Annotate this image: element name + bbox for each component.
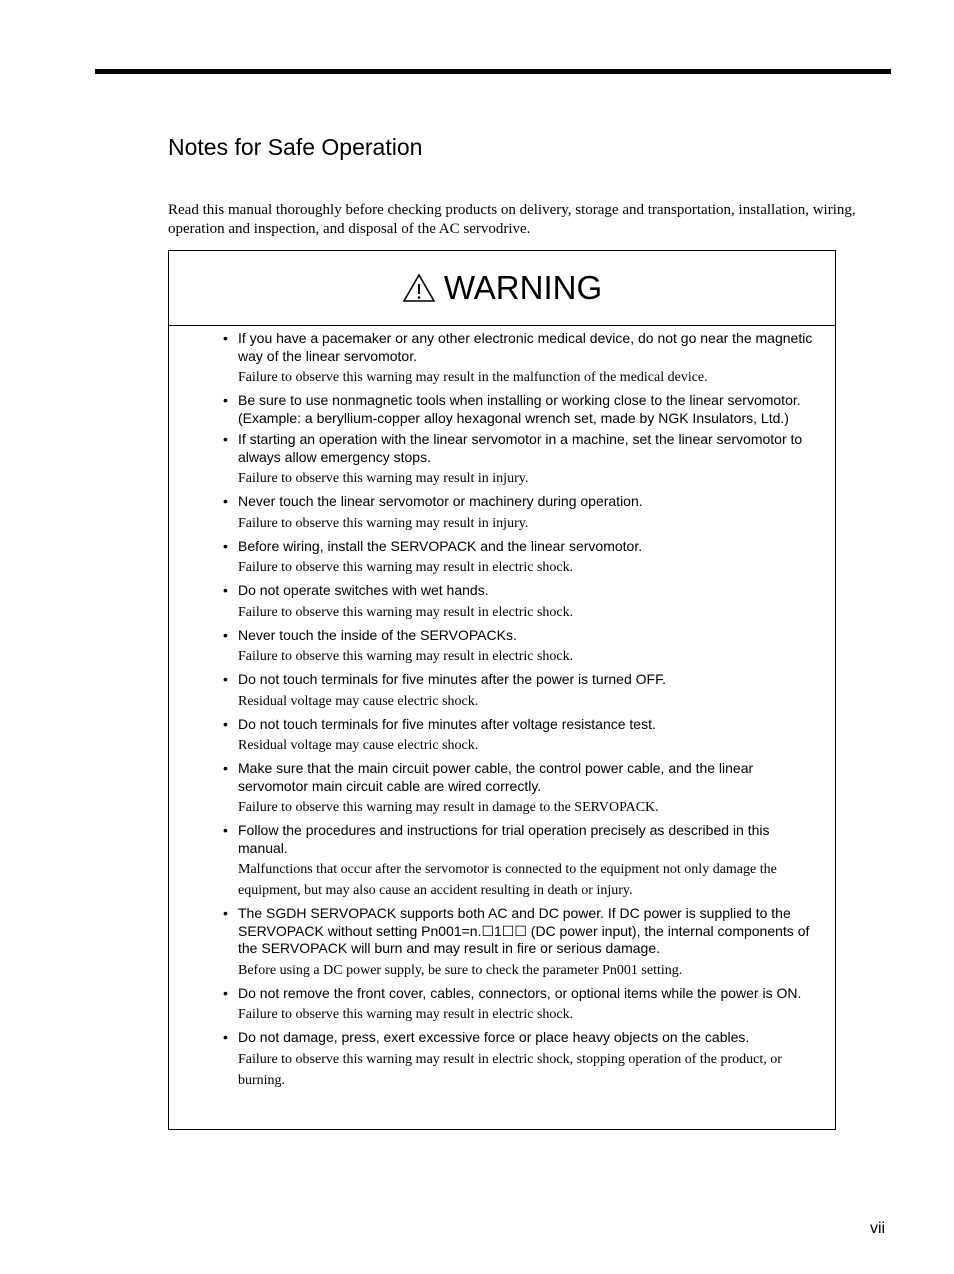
bullet-icon: • [223,493,228,509]
warning-item [169,627,835,668]
warning-item-note: Residual voltage may cause electric shock. [238,693,479,709]
bullet-icon: • [223,715,228,732]
warning-item-note: Failure to observe this warning may result in the malfunction of the medical device. [238,370,708,385]
bullet-icon: • [223,626,228,643]
bullet-icon: • [223,905,228,921]
bullet-icon: • [223,392,228,408]
warning-item [169,671,835,712]
warning-item-note: Failure to observe this warning may result in electric shock. [238,1007,574,1022]
warning-item-text: Be sure to use nonmagnetic tools when installing or working close to the linear servomotor. (Example: a beryllium-copper alloy hexagonal wrench set, made by NGK Insulators, Ltd.) [238,392,801,426]
warning-item-text: Before wiring, install the SERVOPACK and the linear servomotor. [238,537,643,554]
page-title: Notes for Safe Operation [168,134,423,160]
bullet-icon: • [223,537,228,554]
warning-item-text: Never touch the inside of the SERVOPACKs. [238,626,517,643]
warning-item [169,392,835,427]
warning-item-text: Make sure that the main circuit power cable, the control power cable, and the linear servomotor main circuit cable are wired correctly. [238,760,754,794]
warning-item-text: Do not damage, press, exert excessive force or place heavy objects on the cables. [238,1029,750,1045]
warning-item-note: Failure to observe this warning may result in electric shock, stopping operation of the product, or burning. [238,1051,782,1088]
bullet-icon: • [223,822,228,838]
intro-paragraph: Read this manual thoroughly before checking products on delivery, storage and transportation, installation, wiring, operation and inspection, and disposal of the AC servodrive. [168,202,856,237]
warning-header [169,251,835,326]
warning-item [169,538,835,579]
warning-item-note: Residual voltage may cause electric shock. [238,738,479,753]
warning-item-note: Failure to observe this warning may result in injury. [238,471,529,486]
warning-item-text: If starting an operation with the linear servomotor in a machine, set the linear servomotor to always allow emergency stops. [238,431,803,465]
top-rule [95,69,891,74]
warning-item [169,493,835,534]
warning-item [169,985,835,1026]
warning-item-text: Do not touch terminals for five minutes after voltage resistance test. [238,715,656,732]
warning-list [169,326,835,1091]
warning-item [169,330,835,388]
warning-item [169,582,835,623]
bullet-icon: • [223,984,228,1001]
bullet-icon: • [223,671,228,687]
warning-item-text: Do not touch terminals for five minutes after the power is turned OFF. [238,671,666,687]
warning-item-text: The SGDH SERVOPACK supports both AC and DC power. If DC power is supplied to the SERVOPACK without setting Pn001=n.☐1☐☐ (DC power input), the internal components of the SERVOPACK will burn and may result in fire or serious damage. [238,905,810,956]
warning-box [168,250,836,1130]
warning-item-note: Failure to observe this warning may result in electric shock. [238,560,574,575]
warning-item [169,431,835,489]
page-number: vii [870,1220,886,1237]
warning-triangle-icon [402,273,436,303]
warning-item-note: Failure to observe this warning may result in injury. [238,515,529,531]
bullet-icon: • [223,582,228,598]
bullet-icon: • [223,760,228,776]
bullet-icon: • [223,330,228,346]
warning-item-note: Failure to observe this warning may result in electric shock. [238,649,574,664]
warning-item [169,822,835,901]
warning-item-text: Follow the procedures and instructions for trial operation precisely as described in this manual. [238,822,770,856]
warning-item [169,716,835,757]
warning-item [169,1029,835,1091]
bullet-icon: • [223,1029,228,1045]
bullet-icon: • [223,431,228,447]
warning-item [169,760,835,818]
warning-title: WARNING [443,269,603,306]
warning-item-text: Do not remove the front cover, cables, connectors, or optional items while the power is ON. [238,984,802,1001]
warning-item-text: If you have a pacemaker or any other electronic medical device, do not go near the magnetic way of the linear servomotor. [238,330,813,364]
warning-item [169,905,835,981]
warning-item-note: Before using a DC power supply, be sure to check the parameter Pn001 setting. [238,962,683,978]
warning-item-note: Failure to observe this warning may result in damage to the SERVOPACK. [238,800,659,815]
warning-item-note: Failure to observe this warning may result in electric shock. [238,604,574,620]
warning-item-text: Never touch the linear servomotor or machinery during operation. [238,493,643,509]
warning-item-note: Malfunctions that occur after the servomotor is connected to the equipment not only damage the equipment, but may also cause an accident resulting in death or injury. [238,862,777,898]
warning-item-text: Do not operate switches with wet hands. [238,582,489,598]
